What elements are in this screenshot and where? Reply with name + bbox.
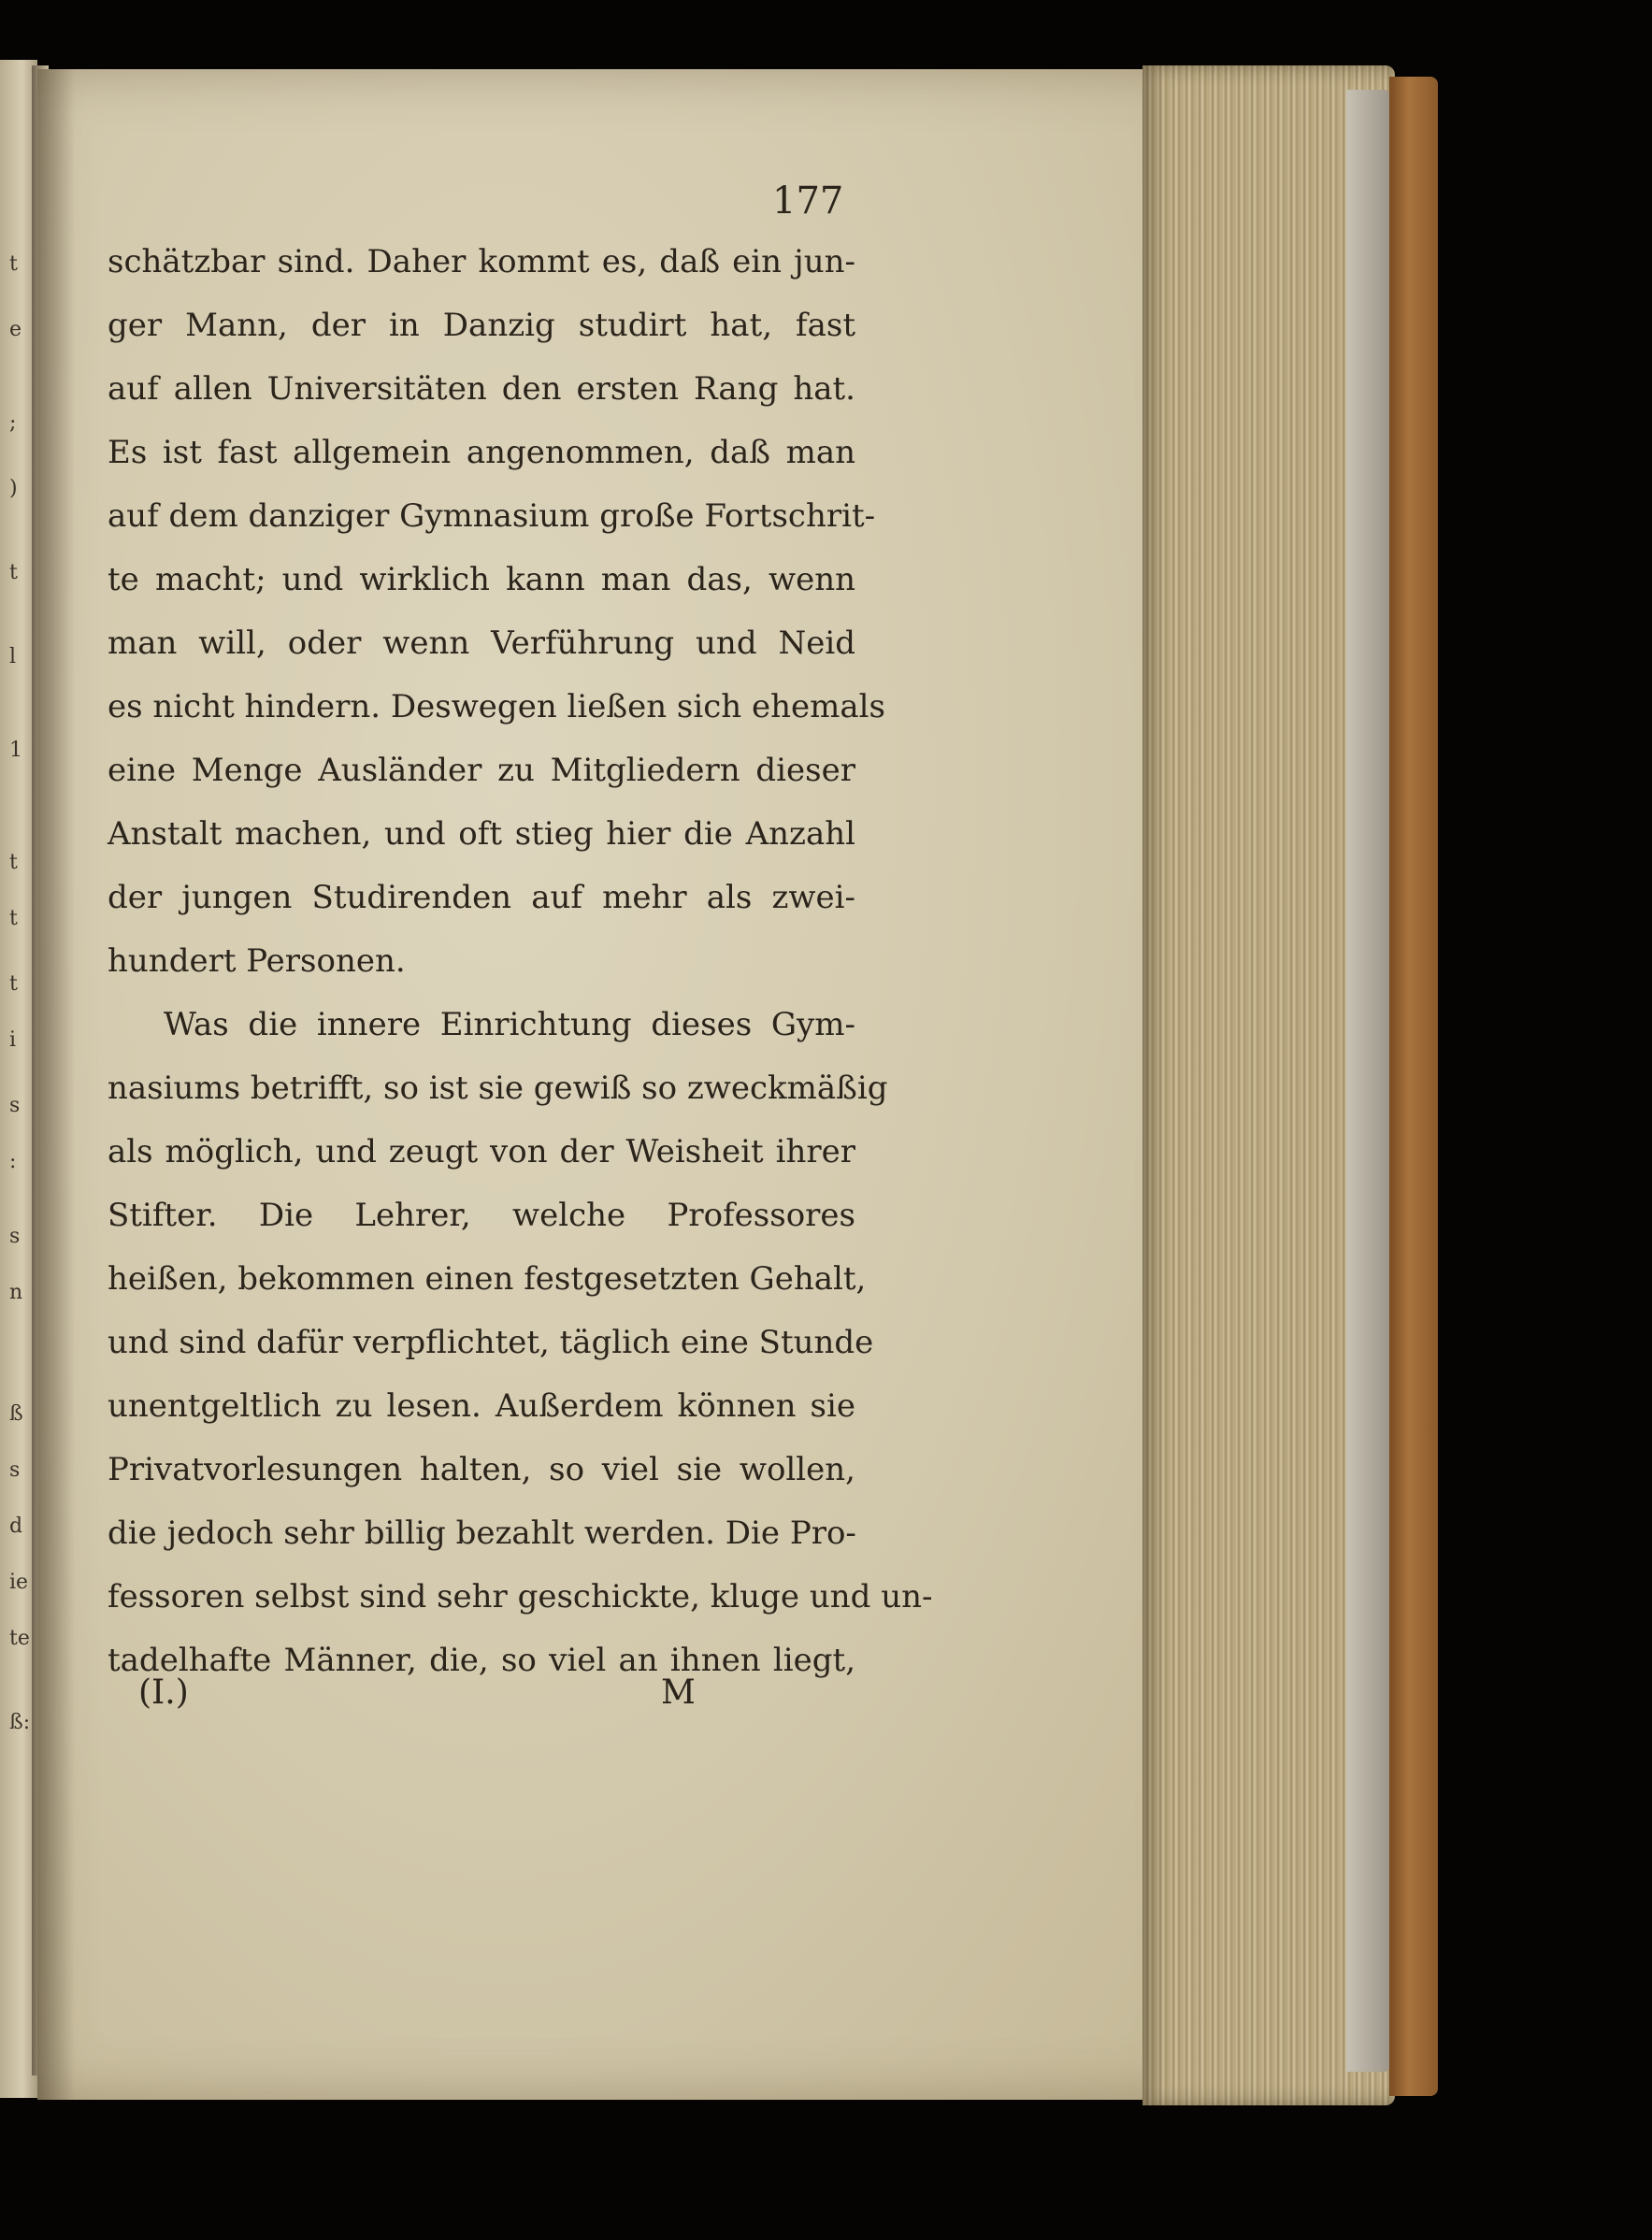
fragment: s (9, 1458, 21, 1482)
fragment: ß (9, 1402, 23, 1426)
text-line: es nicht hindern. Deswegen ließen sich ehemals (108, 688, 885, 725)
fragment: l (9, 645, 17, 668)
fragment: e (9, 318, 22, 341)
text-line: tadelhafte Männer, die, so viel an ihnen liegt, (108, 1642, 855, 1679)
fragment: t (9, 252, 18, 276)
previous-page-text-fragments (4, 252, 32, 1748)
fragment: t (9, 972, 18, 996)
text-line: als möglich, und zeugt von der Weisheit ihrer (108, 1133, 855, 1170)
fragment: d (9, 1515, 23, 1538)
text-line: Was die innere Einrichtung dieses Gym- (164, 1006, 855, 1043)
fragment: ) (9, 477, 18, 500)
fragment: i (9, 1028, 17, 1052)
book-cover-edge (1389, 77, 1438, 2096)
fragment: t (9, 561, 18, 584)
text-line: schätzbar sind. Daher kommt es, daß ein jun- (108, 243, 855, 280)
text-line: hundert Personen. (108, 942, 406, 980)
text-line: Stifter. Die Lehrer, welche Professores (108, 1197, 855, 1234)
text-line: auf allen Universitäten den ersten Rang hat. (108, 370, 855, 408)
text-line: Es ist fast allgemein angenommen, daß man (108, 434, 855, 471)
fragment: ß: (9, 1711, 31, 1734)
text-line: Anstalt machen, und oft stieg hier die Anzahl (108, 815, 855, 853)
fragment: 1 (9, 739, 22, 762)
text-line: eine Menge Ausländer zu Mitgliedern dieser (108, 752, 855, 789)
fragment: s (9, 1225, 21, 1248)
fragment: ie (9, 1571, 29, 1594)
signature-mark: (I.) (138, 1673, 189, 1712)
fragment: t (9, 851, 18, 874)
spine-shadow (37, 69, 75, 2100)
text-line: die jedoch sehr billig bezahlt werden. Die Pro- (108, 1515, 856, 1552)
fragment: te (9, 1627, 30, 1650)
fragment: n (9, 1281, 23, 1304)
text-line: heißen, bekommen einen festgesetzten Gehalt, (108, 1260, 867, 1298)
text-line: und sind dafür verpflichtet, täglich eine Stunde (108, 1324, 874, 1361)
fragment: s (9, 1094, 21, 1117)
fragment: t (9, 907, 18, 930)
text-line: te macht; und wirklich kann man das, wenn (108, 561, 855, 598)
text-line: der jungen Studirenden auf mehr als zwei- (108, 879, 855, 916)
catchword: M (661, 1673, 696, 1712)
text-line: fessoren selbst sind sehr geschickte, kluge und un- (108, 1578, 933, 1615)
text-line: man will, oder wenn Verführung und Neid (108, 625, 855, 662)
text-line: nasiums betrifft, so ist sie gewiß so zweckmäßig (108, 1070, 888, 1107)
text-line: Privatvorlesungen halten, so viel sie wollen, (108, 1451, 855, 1488)
inner-page-edge (1346, 90, 1389, 2072)
fragment: ; (9, 411, 17, 435)
text-line: auf dem danziger Gymnasium große Fortschrit- (108, 497, 876, 535)
fragment: : (9, 1150, 17, 1173)
text-line: ger Mann, der in Danzig studirt hat, fast (108, 307, 855, 344)
page-number: 177 (772, 179, 844, 223)
text-line: unentgeltlich zu lesen. Außerdem können sie (108, 1387, 855, 1425)
